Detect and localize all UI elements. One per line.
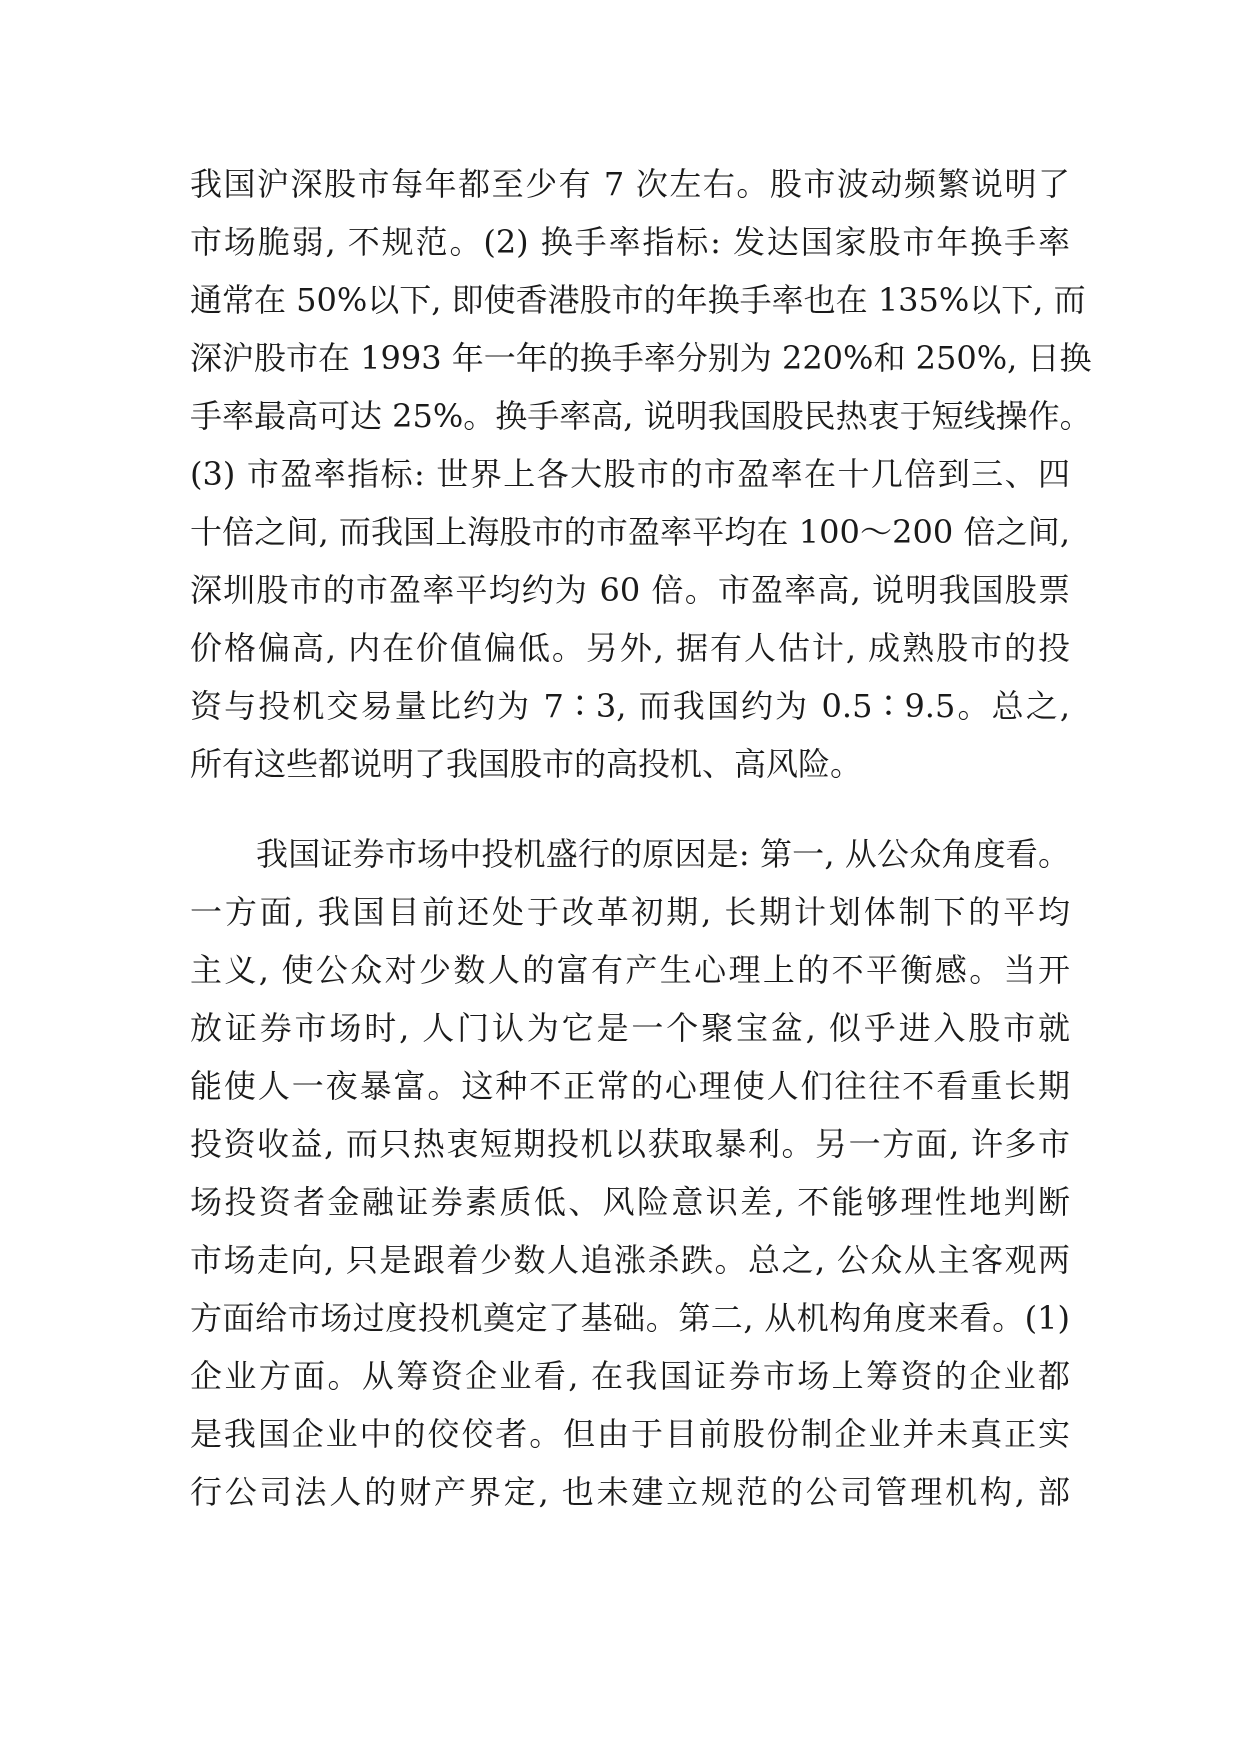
text-line: 通常在 50%以下, 即使香港股市的年换手率也在 135%以下, 而: [190, 281, 1086, 319]
text-line: 市场脆弱, 不规范。(2) 换手率指标: 发达国家股市年换手率: [190, 223, 1070, 261]
text-line: 能使人一夜暴富。这种不正常的心理使人们往往不看重长期: [190, 1067, 1070, 1105]
text-line: 投资收益, 而只热衷短期投机以获取暴利。另一方面, 许多市: [190, 1125, 1070, 1163]
text-line: 场投资者金融证券素质低、风险意识差, 不能够理性地判断: [190, 1183, 1070, 1221]
text-line: 主义, 使公众对少数人的富有产生心理上的不平衡感。当开: [190, 951, 1070, 989]
text-line: 是我国企业中的佼佼者。但由于目前股份制企业并未真正实: [190, 1415, 1070, 1453]
text-line: 资与投机交易量比约为 7∶3, 而我国约为 0.5∶9.5。总之,: [190, 687, 1070, 725]
text-line: 一方面, 我国目前还处于改革初期, 长期计划体制下的平均: [190, 893, 1070, 931]
paragraph-1: [190, 155, 1092, 793]
text-line: 十倍之间, 而我国上海股市的市盈率平均在 100～200 倍之间,: [190, 513, 1070, 551]
text-line: 所有这些都说明了我国股市的高投机、高风险。: [190, 745, 863, 783]
paragraph-2: [190, 825, 1070, 1521]
text-line: 方面给市场过度投机奠定了基础。第二, 从机构角度来看。(1): [190, 1299, 1070, 1337]
text-line: (3) 市盈率指标: 世界上各大股市的市盈率在十几倍到三、四: [190, 455, 1070, 493]
text-line: 行公司法人的财产界定, 也未建立规范的公司管理机构, 部: [190, 1473, 1070, 1511]
text-line: 价格偏高, 内在价值偏低。另外, 据有人估计, 成熟股市的投: [190, 629, 1070, 667]
text-line: 放证券市场时, 人门认为它是一个聚宝盆, 似乎进入股市就: [190, 1009, 1070, 1047]
text-line: 我国证券市场中投机盛行的原因是: 第一, 从公众角度看。: [256, 835, 1070, 873]
text-line: 企业方面。从筹资企业看, 在我国证券市场上筹资的企业都: [190, 1357, 1070, 1395]
text-line: 深圳股市的市盈率平均约为 60 倍。市盈率高, 说明我国股票: [190, 571, 1070, 609]
text-line: 手率最高可达 25%。换手率高, 说明我国股民热衷于短线操作。: [190, 397, 1092, 435]
text-line: 市场走向, 只是跟着少数人追涨杀跌。总之, 公众从主客观两: [190, 1241, 1070, 1279]
text-line: 我国沪深股市每年都至少有 7 次左右。股市波动频繁说明了: [190, 165, 1070, 203]
text-line: 深沪股市在 1993 年一年的换手率分别为 220%和 250%, 日换: [190, 339, 1092, 377]
